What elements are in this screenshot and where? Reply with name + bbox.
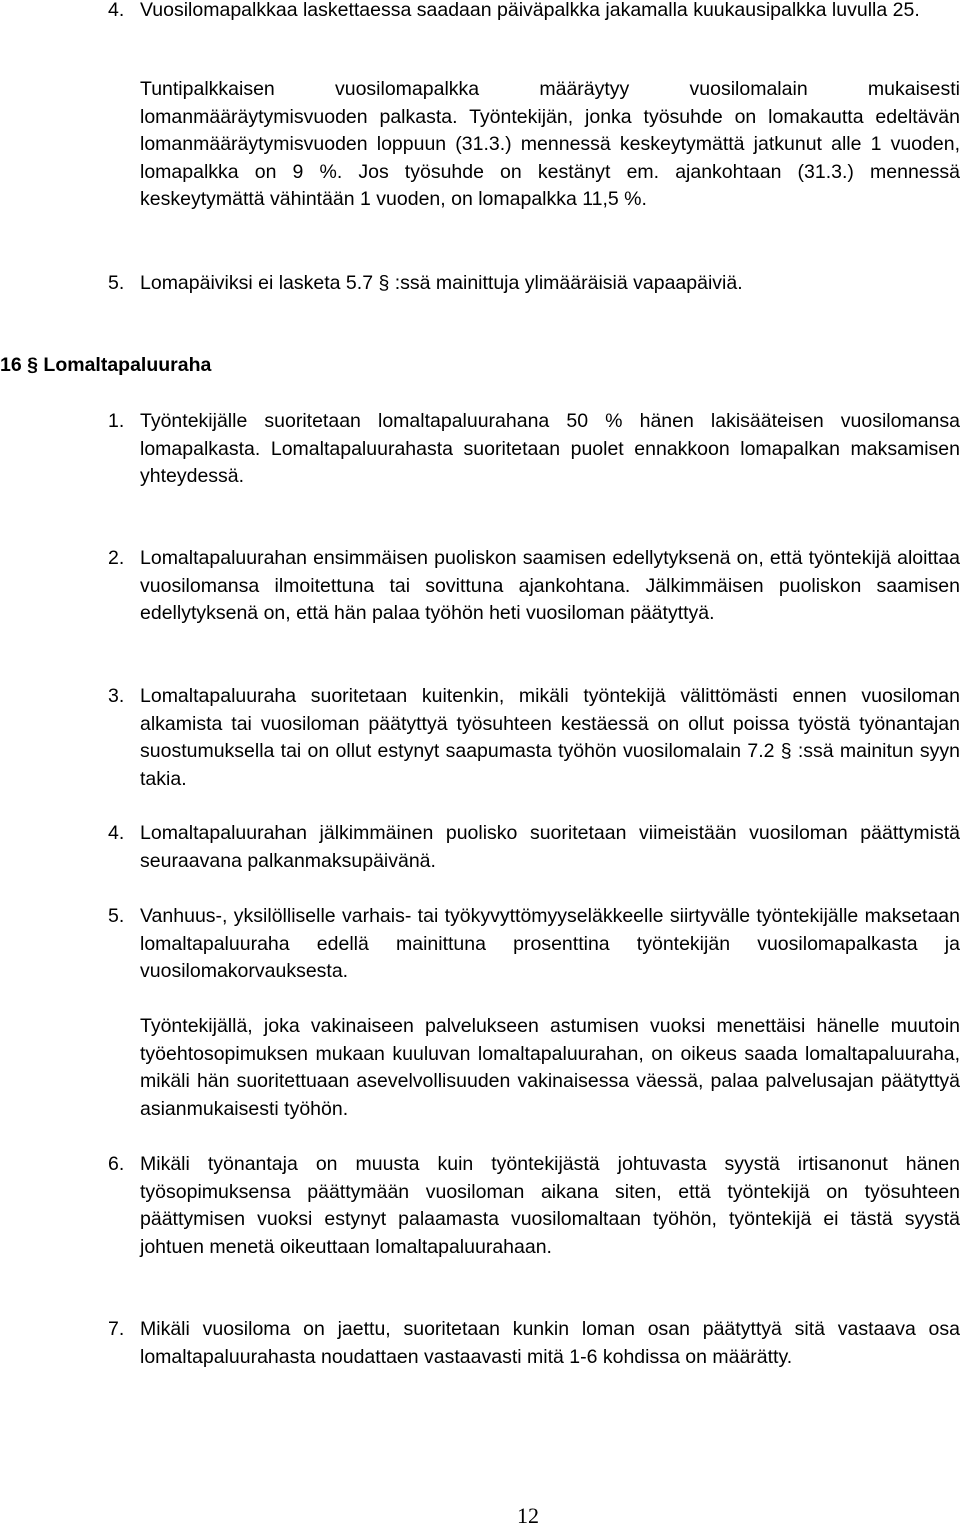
section-title: Lomaltapaluuraha bbox=[43, 354, 212, 376]
item-text: Lomaltapaluuraha suoritetaan kuitenkin, mikäli työntekijä välittömästi ennen vuosiloman alkamista tai vuosiloman päätyttyä työsuhteen kestäessä on ollut poissa työstä työnantajan suostumuksella tai on ollut estynyt saapumasta työhön vuosilomalain 7.2 § :ssä mainitun syyn takia. bbox=[140, 685, 960, 790]
item-text: Vuosilomapalkkaa laskettaessa saadaan päiväpalkka jakamalla kuukausipalkka luvulla 25. bbox=[140, 0, 920, 21]
section-item-4 bbox=[108, 820, 960, 875]
item-text: Mikäli vuosiloma on jaettu, suoritetaan kunkin loman osan päätyttyä sitä vastaava osa lomaltapaluurahasta noudattaen vastaavasti mitä 1-6 kohdissa on määrätty. bbox=[140, 1318, 960, 1368]
section-item-6 bbox=[108, 1151, 960, 1261]
item-text: Vanhuus-, yksilölliselle varhais- tai työkyvyttömyyseläkkeelle siirtyvälle työntekijälle maksetaan lomaltapaluuraha edellä mainittuna prosenttina työntekijän vuosilomapalkasta ja vuosilomakorvauksesta. bbox=[140, 905, 960, 983]
item-text: Lomaltapaluurahan jälkimmäinen puolisko suoritetaan viimeistään vuosiloman päättymistä seuraavana palkanmaksupäivänä. bbox=[140, 822, 960, 872]
list-item-4 bbox=[108, 0, 960, 25]
section-item-3 bbox=[108, 683, 960, 793]
paragraph-text: Työntekijällä, joka vakinaiseen palvelukseen astumisen vuoksi menettäisi hänelle muutoin työehtosopimuksen mukaan kuuluvan lomaltapaluurahan, on oikeus saada lomaltapaluuraha, mikäli hän suoritettuaan asevelvollisuuden vakinaisessa väessä, palaa palvelusajan päätyttyä asianmukaisesti työhön. bbox=[140, 1015, 960, 1120]
list-item-5 bbox=[108, 270, 960, 298]
page-number: 12 bbox=[517, 1503, 539, 1528]
section-item-5 bbox=[108, 903, 960, 986]
paragraph-military-service bbox=[140, 1013, 960, 1123]
item-text: Mikäli työnantaja on muusta kuin työntekijästä johtuvasta syystä irtisanonut hänen työsopimuksensa päättymään vuosiloman aikana siten, että työntekijä on työsuhteen päättymisen vuoksi estynyt palaamasta vuosilomaltaan työhön, työntekijä ei tästä syystä johtuen menetä oikeuttaan lomaltapaluurahaan. bbox=[140, 1153, 960, 1258]
item-number: 6. bbox=[108, 1153, 125, 1175]
item-text: Lomapäiviksi ei lasketa 5.7 § :ssä mainittuja ylimääräisiä vapaapäiviä. bbox=[140, 272, 743, 294]
paragraph-text: Tuntipalkkaisen vuosilomapalkka määräytyy vuosilomalain mukaisesti lomanmääräytymisvuoden palkasta. Työntekijän, jonka työsuhde on lomakautta edeltävän lomanmääräytymisvuoden loppuun (31.3.) mennessä keskeytymättä jatkunut alle 1 vuoden, lomapalkka on 9 %. Jos työsuhde on kestänyt em. ajankohtaan (31.3.) mennessä keskeytymättä vähintään 1 vuoden, on lomapalkka 11,5 %. bbox=[140, 78, 960, 211]
section-heading bbox=[0, 352, 211, 380]
item-text: Lomaltapaluurahan ensimmäisen puoliskon saamisen edellytyksenä on, että työntekijä aloittaa vuosilomansa ilmoitettuna tai sovittuna ajankohtana. Jälkimmäisen puoliskon saamisen edellytyksenä on, että hän palaa työhön heti vuosiloman päätyttyä. bbox=[140, 547, 960, 625]
section-number: 16 bbox=[0, 354, 22, 376]
item-number: 1. bbox=[108, 410, 125, 432]
item-text: Työntekijälle suoritetaan lomaltapaluurahana 50 % hänen lakisääteisen vuosilomansa lomapalkasta. Lomaltapaluurahasta suoritetaan puolet ennakkoon lomapalkan maksamisen yhteydessä. bbox=[140, 410, 960, 488]
item-number: 3. bbox=[108, 685, 125, 707]
item-number: 4. bbox=[108, 822, 125, 844]
section-item-2 bbox=[108, 545, 960, 628]
item-number: 7. bbox=[108, 1318, 125, 1340]
item-number: 5. bbox=[108, 905, 125, 927]
paragraph-hourly-pay bbox=[140, 76, 960, 214]
section-symbol: § bbox=[27, 354, 38, 376]
section-item-1 bbox=[108, 408, 960, 491]
item-number: 5. bbox=[108, 272, 125, 294]
item-number: 2. bbox=[108, 547, 125, 569]
section-item-7 bbox=[108, 1316, 960, 1371]
item-number: 4. bbox=[108, 0, 125, 21]
